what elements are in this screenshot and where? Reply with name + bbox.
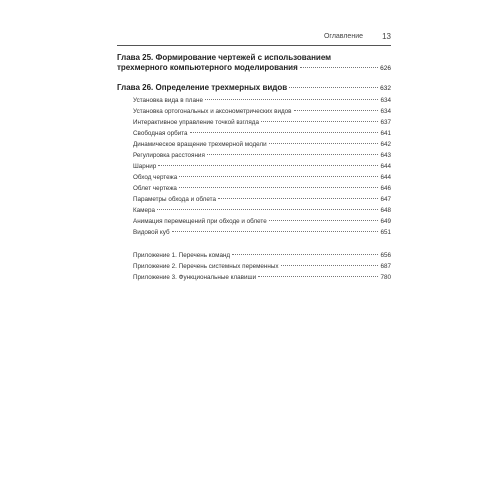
dot-leader [172, 231, 379, 232]
dot-leader [218, 198, 379, 199]
dot-leader [179, 176, 378, 177]
dot-leader [294, 110, 379, 111]
section-page: 646 [380, 185, 391, 192]
toc-entry-section[interactable] [133, 97, 391, 104]
dot-leader [190, 132, 379, 133]
toc-entry-section[interactable] [133, 185, 391, 192]
section-page: 641 [380, 130, 391, 137]
section-page: 642 [380, 141, 391, 148]
section-title: Установка вида в плане [133, 97, 203, 104]
toc-entry-section[interactable] [133, 152, 391, 159]
appendix-page: 687 [380, 263, 391, 270]
toc-entry-section[interactable] [133, 196, 391, 203]
toc-entry-section[interactable] [133, 130, 391, 137]
appendix-title: Приложение 3. Функциональные клавиши [133, 274, 257, 281]
dot-leader [179, 187, 379, 188]
dot-leader [289, 87, 378, 88]
toc-entry-section[interactable] [133, 207, 391, 214]
section-title: Интерактивное управление точкой взгляда [133, 119, 259, 126]
section-title: Параметры обхода и облета [133, 196, 216, 203]
dot-leader [269, 143, 379, 144]
section-title: Шарнир [133, 163, 157, 170]
dot-leader [207, 154, 379, 155]
chapter-25-page: 626 [380, 65, 391, 72]
dot-leader [258, 276, 378, 277]
section-page: 644 [380, 174, 391, 181]
dot-leader [157, 209, 378, 210]
section-page: 637 [380, 119, 391, 126]
section-page: 634 [380, 108, 391, 115]
section-page: 634 [380, 97, 391, 104]
dot-leader [205, 99, 379, 100]
toc-entry-section[interactable] [133, 218, 391, 225]
toc-entry-appendix[interactable] [133, 274, 391, 281]
toc-entry-section[interactable] [133, 119, 391, 126]
dot-leader [232, 254, 378, 255]
appendix-title: Приложение 1. Перечень команд [133, 252, 231, 259]
section-page: 644 [380, 163, 391, 170]
section-title: Установка ортогональных и аксонометрических видов [133, 108, 292, 115]
chapter-25-title-line2: трехмерного компьютерного моделирования [117, 63, 298, 72]
dot-leader [300, 67, 378, 68]
section-title: Анимация перемещений при обходе и облете [133, 218, 267, 225]
toc-entry-chapter-25[interactable] [117, 63, 391, 72]
toc-entry-section[interactable] [133, 141, 391, 148]
section-page: 651 [380, 229, 391, 236]
toc-entry-appendix[interactable] [133, 263, 391, 270]
toc-entry-section[interactable] [133, 229, 391, 236]
section-page: 647 [380, 196, 391, 203]
chapter-25-title-line1: Глава 25. Формирование чертежей с использованием [117, 53, 332, 62]
section-title: Обход чертежа [133, 174, 178, 181]
section-title: Облет чертежа [133, 185, 177, 192]
chapter-26-title: Глава 26. Определение трехмерных видов [117, 83, 288, 92]
appendix-page: 780 [380, 274, 391, 281]
appendix-title: Приложение 2. Перечень системных переменных [133, 263, 279, 270]
section-page: 648 [380, 207, 391, 214]
chapter-26-page: 632 [380, 85, 391, 92]
section-title: Динамическое вращение трехмерной модели [133, 141, 267, 148]
appendix-page: 656 [380, 252, 391, 259]
toc-entry-section[interactable] [133, 108, 391, 115]
section-title: Видовой куб [133, 229, 170, 236]
dot-leader [281, 265, 379, 266]
section-page: 649 [380, 218, 391, 225]
section-page: 643 [380, 152, 391, 159]
section-title: Регулировка расстояния [133, 152, 205, 159]
toc-entry-chapter-26[interactable] [117, 83, 391, 92]
section-title: Камера [133, 207, 156, 214]
toc-entry-section[interactable] [133, 163, 391, 170]
section-title: Свободная орбита [133, 130, 188, 137]
dot-leader [261, 121, 379, 122]
dot-leader [269, 220, 379, 221]
toc-entry-section[interactable] [133, 174, 391, 181]
page-number: 13 [382, 32, 391, 41]
toc-entry-appendix[interactable] [133, 252, 391, 259]
dot-leader [158, 165, 378, 166]
running-head-title: Оглавление [323, 33, 363, 40]
